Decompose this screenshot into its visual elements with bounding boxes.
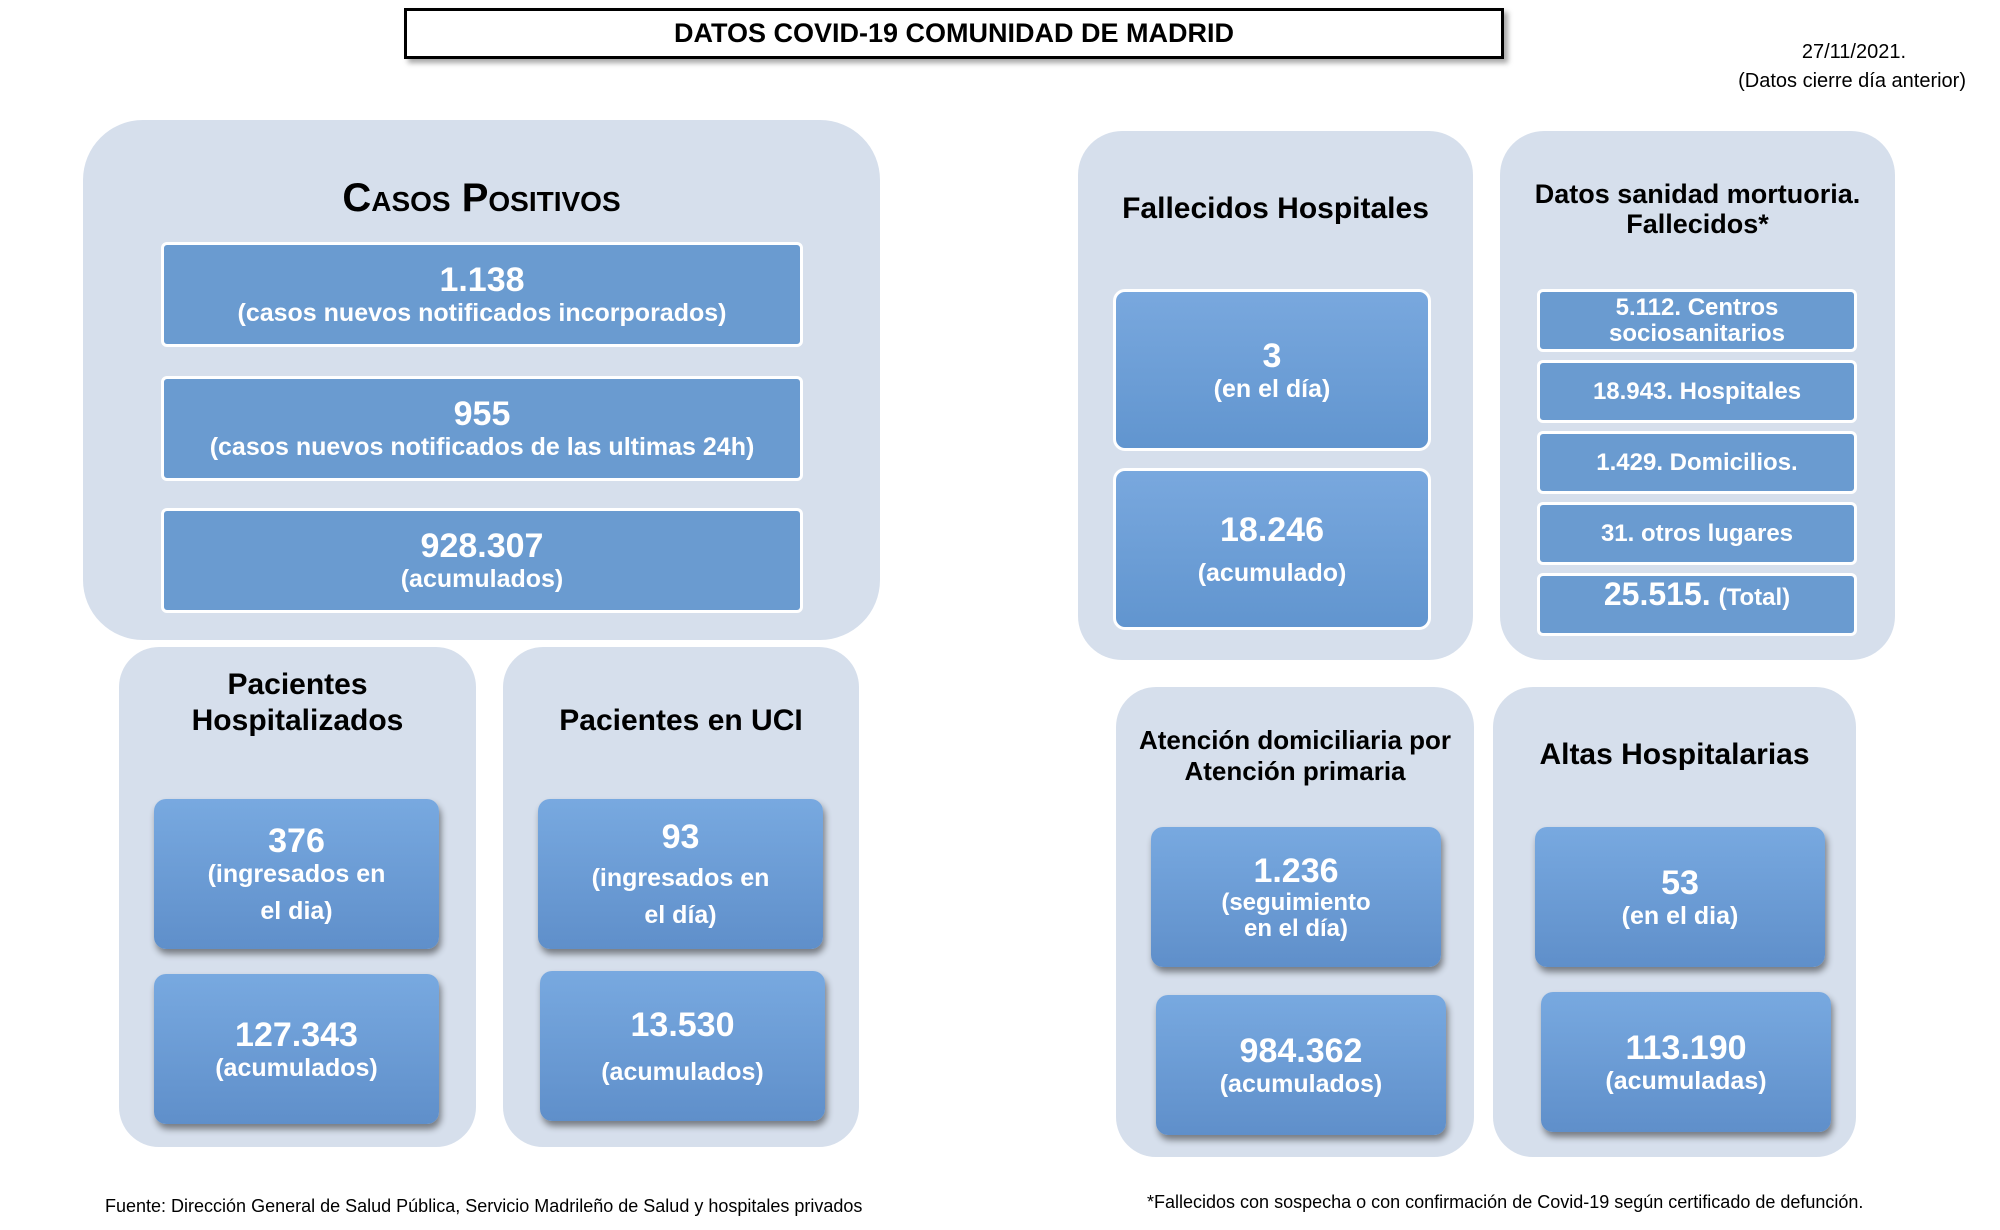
fallecidos-dia-label: (en el día) [1213,374,1331,403]
casos-ultimas-24h-value: 955 [453,395,511,433]
fallecidos-acum-label: (acumulado) [1197,558,1347,587]
hospitalizados-dia-card [154,799,439,949]
altas-dia-label: (en el dia) [1621,901,1739,930]
atencion-acum-card [1156,995,1446,1135]
report-date [1738,38,1966,96]
mortuoria-hospitales-card [1537,360,1857,423]
atencion-dia-value: 1.236 [1253,852,1339,890]
date-value: 27/11/2021. [1801,41,1906,63]
hospitalizados-acum-value: 127.343 [235,1015,358,1054]
uci-acum-label: (acumulados) [601,1057,764,1086]
hospitalizados-title [119,667,476,739]
mortuoria-domicilios-card [1537,431,1857,494]
uci-dia-label-1: (ingresados en [591,864,770,892]
altas-dia-value: 53 [1661,863,1699,902]
casos-acumulados-value: 928.307 [420,527,544,565]
mortuoria-centros-line2: sociosanitarios [1608,319,1786,347]
mortuoria-total-value: 25.515. [1603,576,1711,612]
hospitalizados-dia-label-1: (ingresados en [207,860,386,888]
atencion-domiciliaria-title-line1: Atención domiciliaria por [1138,725,1452,755]
casos-acumulados-label: (acumulados) [400,565,564,593]
fallecidos-acum-card [1113,468,1431,630]
atencion-domiciliaria-panel [1116,687,1474,1157]
fallecidos-dia-value: 3 [1262,336,1282,375]
uci-title: Pacientes en UCI [559,704,803,737]
casos-positivos-panel [83,120,880,640]
casos-nuevos-incorporados-label: (casos nuevos notificados incorporados) [237,299,727,327]
sanidad-mortuoria-title-line1: Datos sanidad mortuoria. [1534,179,1861,209]
hospitalizados-title-line1: Pacientes [227,668,368,701]
mortuoria-centros-card [1537,289,1857,352]
sanidad-mortuoria-title [1500,179,1895,239]
altas-acum-value: 113.190 [1625,1028,1747,1067]
sanidad-mortuoria-title-line2: Fallecidos* [1626,209,1769,239]
footer-source: Fuente: Dirección General de Salud Pública, Servicio Madrileño de Salud y hospitales privados [105,1196,863,1216]
hospitalizados-dia-value: 376 [268,822,325,860]
casos-ultimas-24h-label: (casos nuevos notificados de las ultimas 24h) [209,433,755,461]
fallecidos-hospitales-title: Fallecidos Hospitales [1122,192,1429,225]
atencion-acum-value: 984.362 [1239,1031,1363,1070]
footer-note: *Fallecidos con sospecha o con confirmación de Covid-19 según certificado de defunción. [1147,1192,1864,1212]
casos-ultimas-24h-card [161,376,803,481]
mortuoria-otros-text: 31. otros lugares [1600,519,1794,547]
atencion-dia-label-2: en el día) [1243,915,1349,942]
atencion-dia-card [1151,827,1441,967]
mortuoria-centros-line1: 5.112. Centros [1615,293,1779,321]
casos-nuevos-incorporados-value: 1.138 [439,261,525,299]
fallecidos-acum-value: 18.246 [1220,510,1324,549]
uci-acum-value: 13.530 [630,1005,735,1044]
altas-acum-label: (acumuladas) [1605,1066,1767,1095]
atencion-acum-label: (acumulados) [1219,1069,1383,1098]
page-title: DATOS COVID-19 COMUNIDAD DE MADRID [404,8,1504,59]
mortuoria-total-label: (Total) [1718,584,1791,611]
uci-acum-card [540,971,825,1121]
mortuoria-otros-card [1537,502,1857,565]
date-note: (Datos cierre día anterior) [1738,70,1966,92]
atencion-dia-label-1: (seguimiento [1221,889,1371,916]
casos-positivos-title: Casos Positivos [342,176,621,220]
hospitalizados-acum-label: (acumulados) [215,1053,378,1082]
uci-dia-value: 93 [661,818,700,856]
casos-nuevos-incorporados-card [161,242,803,347]
altas-dia-card [1535,827,1825,967]
sanidad-mortuoria-panel [1500,131,1895,660]
uci-dia-label-2: el día) [644,901,717,929]
fallecidos-dia-card [1113,289,1431,451]
altas-acum-card [1541,992,1831,1132]
mortuoria-hospitales-text: 18.943. Hospitales [1592,377,1802,405]
altas-panel [1493,687,1856,1157]
fallecidos-hospitales-panel [1078,131,1473,660]
hospitalizados-panel [119,647,476,1147]
atencion-domiciliaria-title-line2: Atención primaria [1184,756,1406,786]
mortuoria-domicilios-text: 1.429. Domicilios. [1596,448,1798,476]
altas-title: Altas Hospitalarias [1539,738,1810,771]
mortuoria-total-card [1537,573,1857,636]
hospitalizados-dia-label-2: el dia) [260,897,333,925]
hospitalizados-title-line2: Hospitalizados [191,704,404,737]
uci-panel [503,647,859,1147]
hospitalizados-acum-card [154,974,439,1124]
casos-acumulados-card [161,508,803,613]
uci-dia-card [538,799,823,949]
atencion-domiciliaria-title [1116,725,1474,787]
